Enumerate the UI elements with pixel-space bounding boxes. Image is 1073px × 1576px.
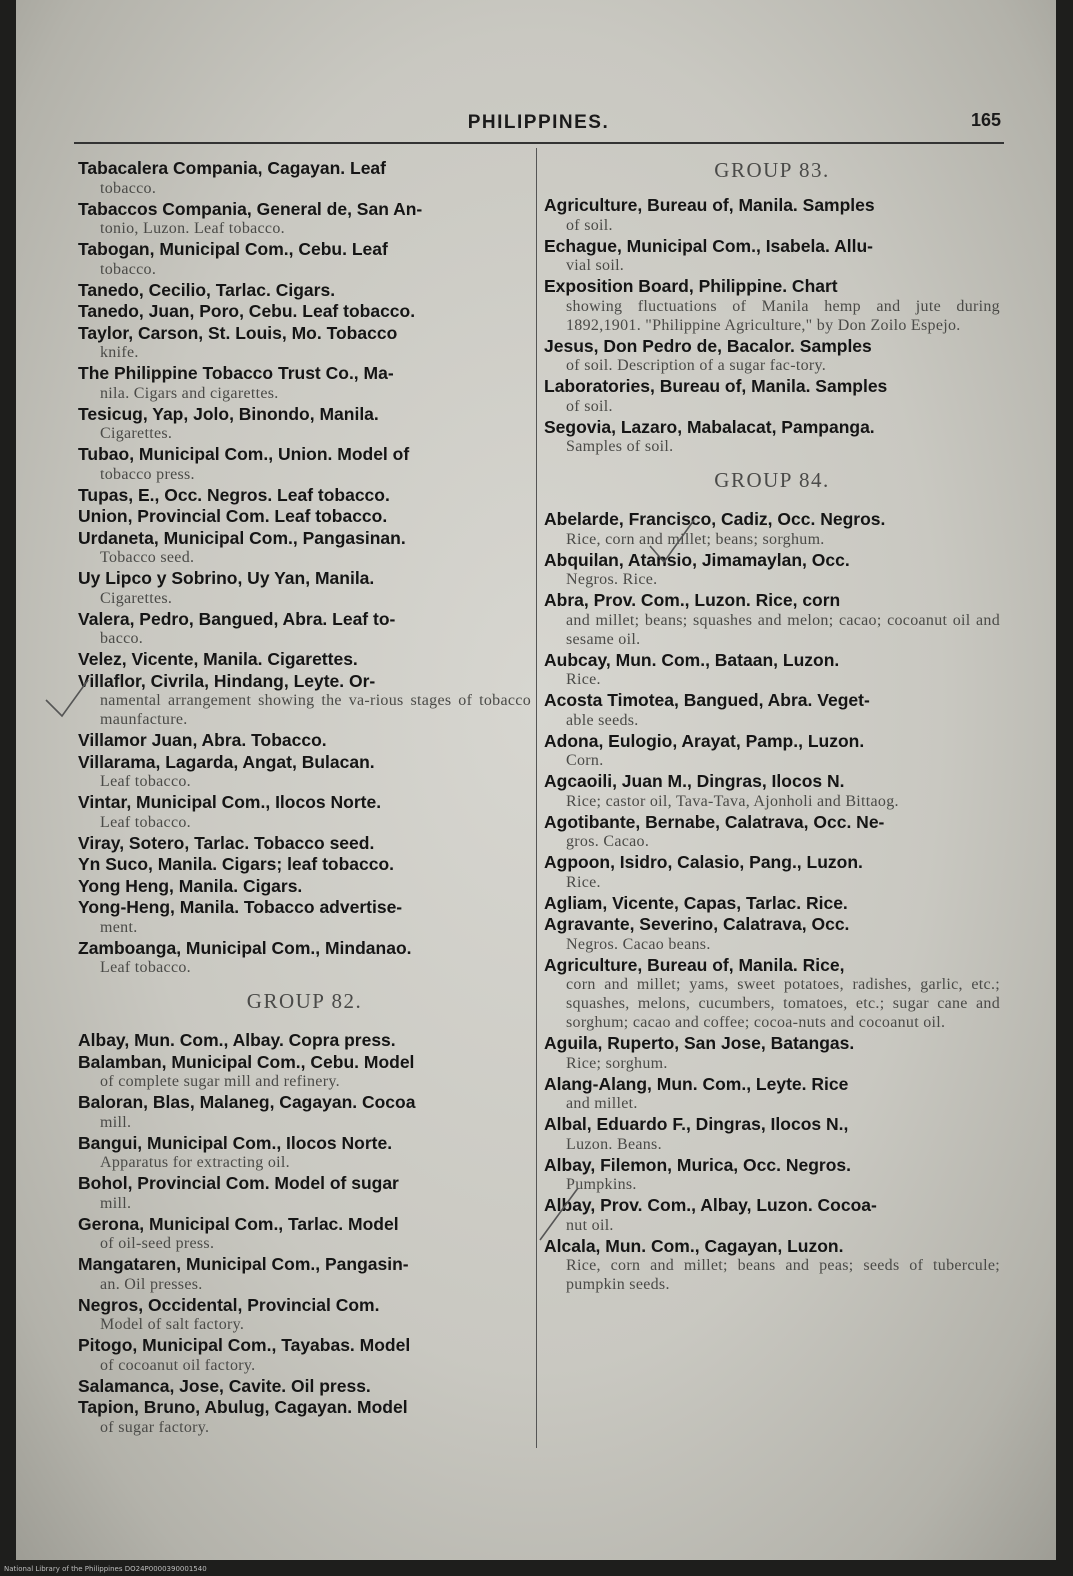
exhibit-description: mill.: [100, 1194, 132, 1212]
exhibitor-name: Albay, Mun. Com., Albay. Copra press.: [78, 1030, 396, 1050]
exhibitor-name: Urdaneta, Municipal Com., Pangasinan.: [78, 527, 406, 548]
exhibit-description: bacco.: [100, 630, 144, 647]
exhibit-description: Cigarettes.: [100, 425, 173, 442]
exhibit-description: tonio, Luzon. Leaf tobacco.: [100, 220, 285, 237]
exhibitor-name: Exposition Board, Philippine. Chart: [544, 276, 838, 296]
catalog-entry: [78, 671, 531, 730]
exhibit-description: showing fluctuations of Manila hemp and jute during 1892,1901. "Philippine Agriculture," by Don Zoilo Espejo.: [566, 297, 1000, 334]
group-84-entries: [544, 509, 1000, 1294]
right-column: [544, 158, 1000, 1295]
catalog-entry: [544, 1033, 1000, 1073]
exhibitor-name: Adona, Eulogio, Arayat, Pamp., Luzon.: [544, 730, 865, 751]
catalog-entry: [78, 833, 531, 854]
exhibitor-name: Agriculture, Bureau of, Manila. Rice,: [544, 954, 845, 975]
catalog-entry: [544, 1074, 1000, 1114]
exhibitor-name: Alang-Alang, Mun. Com., Leyte. Rice: [544, 1073, 849, 1094]
exhibit-description: Model of salt factory.: [100, 1316, 245, 1333]
exhibit-description: Leaf tobacco.: [100, 959, 191, 976]
catalog-entry: [544, 417, 1000, 457]
exhibitor-name: Agliam, Vicente, Capas, Tarlac. Rice.: [544, 892, 848, 913]
exhibitor-name: Baloran, Blas, Malaneg, Cagayan. Cocoa: [78, 1092, 416, 1112]
catalog-entry: [78, 1397, 531, 1437]
exhibitor-name: Gerona, Municipal Com., Tarlac. Model: [78, 1213, 399, 1234]
exhibit-description: mill.: [100, 1113, 132, 1131]
catalog-entry: [544, 1236, 1000, 1295]
exhibit-description: of soil. Description of a sugar fac-tory.: [566, 357, 827, 374]
exhibit-description: of soil.: [566, 216, 613, 234]
exhibitor-name: Bangui, Municipal Com., Ilocos Norte.: [78, 1132, 393, 1153]
group-84-heading: GROUP 84.: [714, 468, 830, 492]
exhibit-description: Negros. Cacao beans.: [566, 935, 711, 953]
pencil-check-mark-icon: [648, 518, 696, 566]
catalog-entry: [78, 1092, 531, 1132]
exhibitor-name: Tupas, E., Occ. Negros. Leaf tobacco.: [78, 484, 390, 505]
exhibit-description: Rice.: [566, 671, 601, 688]
running-title: PHILIPPINES.: [467, 112, 610, 133]
catalog-entry: [78, 792, 531, 832]
catalog-entry: [544, 731, 1000, 771]
catalog-entry: [544, 852, 1000, 892]
exhibitor-name: Abra, Prov. Com., Luzon. Rice, corn: [544, 590, 841, 610]
pencil-check-mark-icon: [44, 676, 90, 724]
pencil-check-mark-icon: [538, 1184, 582, 1244]
catalog-entry: [78, 876, 531, 897]
catalog-entry: [78, 199, 531, 239]
catalog-entry: [78, 485, 531, 506]
exhibitor-name: Union, Provincial Com. Leaf tobacco.: [78, 506, 388, 526]
exhibitor-name: Agriculture, Bureau of, Manila. Samples: [544, 195, 875, 215]
exhibit-description: vial soil.: [566, 257, 625, 274]
catalog-entry: [544, 690, 1000, 730]
catalog-entry: [544, 1114, 1000, 1154]
exhibitor-name: Tanedo, Cecilio, Tarlac. Cigars.: [78, 279, 336, 300]
catalog-entry: [78, 1335, 531, 1375]
exhibitor-name: Abelarde, Francisco, Cadiz, Occ. Negros.: [544, 509, 886, 529]
exhibit-description: nut oil.: [566, 1216, 614, 1234]
catalog-entry: [78, 1052, 531, 1092]
exhibit-description: Cigarettes.: [100, 589, 173, 607]
exhibitor-name: Balamban, Municipal Com., Cebu. Model: [78, 1051, 415, 1072]
exhibitor-name: Tabacalera Compania, Cagayan. Leaf: [78, 158, 386, 178]
exhibitor-name: Agotibante, Bernabe, Calatrava, Occ. Ne-: [544, 811, 885, 832]
group-82-heading: GROUP 82.: [246, 989, 363, 1013]
exhibit-description: nila. Cigars and cigarettes.: [100, 384, 279, 402]
book-page: [16, 0, 1056, 1560]
catalog-entry: [78, 938, 531, 978]
page-header: [76, 108, 1001, 140]
catalog-entry: [544, 509, 1000, 549]
exhibitor-name: Albal, Eduardo F., Dingras, Ilocos N.,: [544, 1114, 849, 1134]
exhibit-description: Rice; castor oil, Tava-Tava, Ajonholi and Bittaog.: [566, 792, 899, 810]
catalog-entry: [78, 1254, 531, 1294]
exhibitor-name: Alcala, Mun. Com., Cagayan, Luzon.: [544, 1235, 844, 1256]
exhibitor-name: Aguila, Ruperto, San Jose, Batangas.: [544, 1033, 855, 1053]
exhibit-description: Pumpkins.: [566, 1176, 637, 1193]
catalog-entry: [78, 280, 531, 301]
catalog-entry: [544, 914, 1000, 954]
exhibit-description: tobacco press.: [100, 465, 195, 483]
exhibitor-name: Tabogan, Municipal Com., Cebu. Leaf: [78, 239, 388, 259]
exhibitor-name: Valera, Pedro, Bangued, Abra. Leaf to-: [78, 608, 396, 629]
catalog-entry: [78, 1214, 531, 1254]
group-83-heading: GROUP 83.: [714, 158, 830, 182]
page-number: 165: [970, 110, 1001, 130]
catalog-entry: [544, 195, 1000, 235]
catalog-entry: [78, 404, 531, 444]
exhibitor-name: Agpoon, Isidro, Calasio, Pang., Luzon.: [544, 852, 863, 872]
exhibit-description: Rice, corn and millet; beans; sorghum.: [566, 530, 825, 548]
exhibitor-name: The Philippine Tobacco Trust Co., Ma-: [78, 363, 394, 383]
catalog-entry: [544, 650, 1000, 690]
exhibit-description: Corn.: [566, 752, 604, 769]
exhibitor-name: Agravante, Severino, Calatrava, Occ.: [544, 914, 850, 934]
group-83-entries: [544, 195, 1000, 456]
header-rule: [74, 142, 1004, 144]
exhibit-description: Rice, corn and millet; beans and peas; seeds of tubercule; pumpkin seeds.: [566, 1257, 1000, 1293]
exhibit-description: an. Oil presses.: [100, 1275, 203, 1293]
catalog-entry: [544, 550, 1000, 590]
exhibitor-name: Tanedo, Juan, Poro, Cebu. Leaf tobacco.: [78, 301, 416, 321]
exhibitor-name: Acosta Timotea, Bangued, Abra. Veget-: [544, 690, 870, 710]
exhibit-description: gros. Cacao.: [566, 833, 650, 850]
exhibit-description: of sugar factory.: [100, 1418, 210, 1436]
scan-credit: National Library of the Philippines DO24P0000390001540: [0, 1562, 1073, 1576]
catalog-entry: [78, 730, 531, 751]
exhibitor-name: Velez, Vicente, Manila. Cigarettes.: [78, 649, 358, 669]
exhibitor-name: Agcaoili, Juan M., Dingras, Ilocos N.: [544, 771, 845, 791]
catalog-entry: [78, 649, 531, 670]
catalog-entry: [78, 1376, 531, 1397]
exhibitor-name: Pitogo, Municipal Com., Tayabas. Model: [78, 1335, 411, 1355]
exhibitor-name: Villamor Juan, Abra. Tobacco.: [78, 730, 327, 750]
catalog-entry: [544, 236, 1000, 276]
catalog-entry: [544, 893, 1000, 914]
catalog-entry: [78, 752, 531, 792]
exhibit-description: tobacco.: [100, 179, 157, 197]
catalog-entry: [544, 1195, 1000, 1235]
catalog-entry: [544, 376, 1000, 416]
exhibitor-name: Albay, Filemon, Murica, Occ. Negros.: [544, 1154, 851, 1175]
exhibit-description: Luzon. Beans.: [566, 1135, 662, 1153]
exhibit-description: ment.: [100, 918, 138, 936]
exhibitor-name: Bohol, Provincial Com. Model of sugar: [78, 1173, 399, 1193]
exhibitor-name: Yong Heng, Manila. Cigars.: [78, 875, 303, 896]
catalog-entry: [78, 528, 531, 568]
catalog-entry: [78, 854, 531, 875]
catalog-entry: [78, 444, 531, 484]
exhibit-description: of oil-seed press.: [100, 1235, 215, 1252]
exhibitor-name: Viray, Sotero, Tarlac. Tobacco seed.: [78, 832, 375, 853]
exhibitor-name: Vintar, Municipal Com., Ilocos Norte.: [78, 792, 382, 812]
exhibitor-name: Negros, Occidental, Provincial Com.: [78, 1294, 380, 1315]
exhibitor-name: Uy Lipco y Sobrino, Uy Yan, Manila.: [78, 568, 375, 588]
catalog-entry: [544, 590, 1000, 649]
catalog-entry: [78, 1030, 531, 1051]
group-82-entries: [78, 1030, 531, 1437]
exhibit-description: Apparatus for extracting oil.: [100, 1154, 290, 1171]
exhibitor-name: Echague, Municipal Com., Isabela. Allu-: [544, 235, 873, 256]
exhibitor-name: Tubao, Municipal Com., Union. Model of: [78, 444, 410, 464]
exhibit-description: Negros. Rice.: [566, 571, 658, 588]
exhibit-description: Samples of soil.: [566, 438, 674, 455]
catalog-entry: [78, 897, 531, 937]
exhibit-description: corn and millet; yams, sweet potatoes, radishes, garlic, etc.; squashes, melons, cucumbers, tomatoes, etc.; sugar cane and sorghum; cacao and coffee; cocoa-nuts and cocoanut oil.: [566, 976, 1000, 1031]
exhibit-description: namental arrangement showing the va-rious stages of tobacco maunfacture.: [100, 692, 531, 728]
catalog-entry: [544, 336, 1000, 376]
exhibit-description: of soil.: [566, 397, 613, 415]
catalog-entry: [78, 239, 531, 279]
exhibit-description: Leaf tobacco.: [100, 813, 191, 831]
catalog-entry: [544, 771, 1000, 811]
catalog-entry: [78, 1173, 531, 1213]
catalog-entry: [78, 158, 531, 198]
exhibitor-name: Yn Suco, Manila. Cigars; leaf tobacco.: [78, 854, 395, 874]
exhibitor-name: Yong-Heng, Manila. Tobacco advertise-: [78, 897, 403, 917]
catalog-entry: [78, 506, 531, 527]
catalog-entry: [78, 1295, 531, 1335]
exhibitor-name: Albay, Prov. Com., Albay, Luzon. Cocoa-: [544, 1195, 877, 1215]
exhibit-description: Tobacco seed.: [100, 549, 195, 566]
catalog-entry: [78, 323, 531, 363]
exhibitor-name: Taylor, Carson, St. Louis, Mo. Tobacco: [78, 322, 398, 343]
exhibitor-name: Tapion, Bruno, Abulug, Cagayan. Model: [78, 1397, 408, 1417]
exhibitor-name: Salamanca, Jose, Cavite. Oil press.: [78, 1375, 371, 1396]
exhibitor-name: Zamboanga, Municipal Com., Mindanao.: [78, 937, 412, 958]
catalog-entry: [544, 1155, 1000, 1195]
left-entries: [78, 158, 531, 977]
catalog-entry: [544, 276, 1000, 335]
left-column: [78, 158, 531, 1438]
exhibitor-name: Abquilan, Atansio, Jimamaylan, Occ.: [544, 549, 850, 570]
exhibitor-name: Tesicug, Yap, Jolo, Binondo, Manila.: [78, 403, 379, 424]
exhibitor-name: Villarama, Lagarda, Angat, Bulacan.: [78, 751, 375, 772]
catalog-entry: [78, 363, 531, 403]
exhibit-description: and millet; beans; squashes and melon; cacao; cocoanut oil and sesame oil.: [566, 611, 1000, 648]
catalog-entry: [78, 568, 531, 608]
exhibit-description: Rice; sorghum.: [566, 1054, 668, 1072]
exhibit-description: Leaf tobacco.: [100, 773, 191, 790]
exhibit-description: able seeds.: [566, 711, 639, 729]
catalog-entry: [78, 1133, 531, 1173]
catalog-entry: [544, 955, 1000, 1033]
exhibitor-name: Laboratories, Bureau of, Manila. Samples: [544, 376, 888, 396]
catalog-entry: [78, 609, 531, 649]
catalog-entry: [544, 812, 1000, 852]
exhibit-description: tobacco.: [100, 260, 157, 278]
exhibitor-name: Villaflor, Civrila, Hindang, Leyte. Or-: [78, 670, 376, 691]
column-divider: [536, 148, 537, 1448]
exhibit-description: Rice.: [566, 873, 601, 891]
exhibitor-name: Tabaccos Compania, General de, San An-: [78, 198, 423, 219]
catalog-entry: [78, 301, 531, 322]
exhibitor-name: Aubcay, Mun. Com., Bataan, Luzon.: [544, 649, 840, 670]
exhibitor-name: Mangataren, Municipal Com., Pangasin-: [78, 1254, 409, 1274]
exhibit-description: knife.: [100, 344, 139, 361]
exhibit-description: of complete sugar mill and refinery.: [100, 1073, 340, 1090]
exhibitor-name: Segovia, Lazaro, Mabalacat, Pampanga.: [544, 416, 875, 437]
exhibitor-name: Jesus, Don Pedro de, Bacalor. Samples: [544, 335, 872, 356]
exhibit-description: of cocoanut oil factory.: [100, 1356, 256, 1374]
exhibit-description: and millet.: [566, 1095, 638, 1112]
